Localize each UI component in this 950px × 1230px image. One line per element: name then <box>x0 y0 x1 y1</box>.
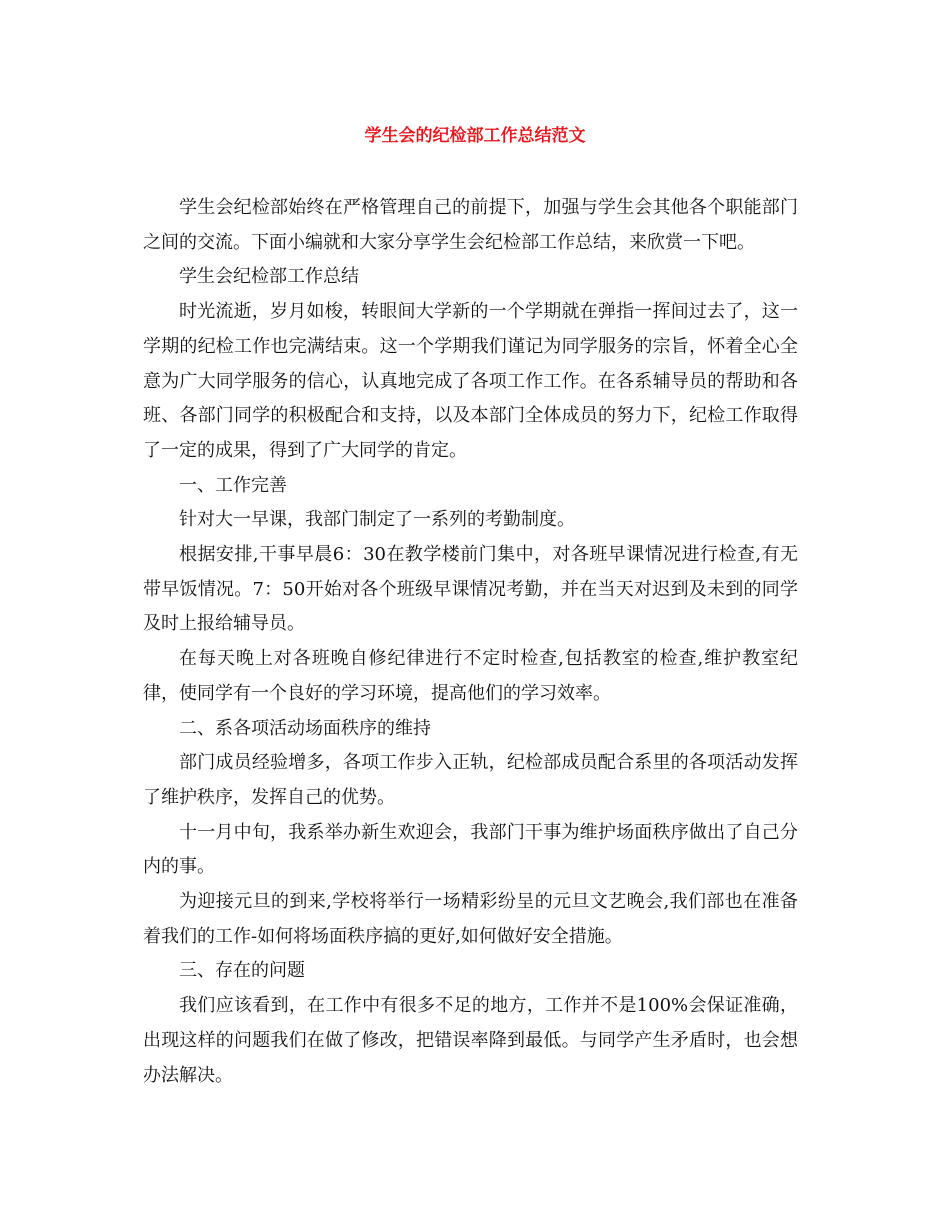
paragraph: 在每天晚上对各班晚自修纪律进行不定时检查,包括教室的检查,维护教室纪律，使同学有一个良好的学习环境，提高他们的学习效率。 <box>143 648 798 704</box>
section-heading: 三、存在的问题 <box>179 960 305 982</box>
paragraph: 时光流逝，岁月如梭，转眼间大学新的一个学期就在弹指一挥间过去了，这一学期的纪检工作也完满结束。这一个学期我们谨记为同学服务的宗旨，怀着全心全意为广大同学服务的信心，认真地完成了各项工作工作。在各系辅导员的帮助和各班、各部门同学的积极配合和支持，以及本部门全体成员的努力下，纪检工作取得了一定的成果，得到了广大同学的肯定。 <box>143 301 798 461</box>
paragraph: 学生会纪检部始终在严格管理自己的前提下，加强与学生会其他各个职能部门之间的交流。下面小编就和大家分享学生会纪检部工作总结，来欣赏一下吧。 <box>143 197 798 253</box>
paragraph: 部门成员经验增多，各项工作步入正轨，纪检部成员配合系里的各项活动发挥了维护秩序，发挥自己的优势。 <box>143 752 798 808</box>
paragraph: 为迎接元旦的到来,学校将举行一场精彩纷呈的元旦文艺晚会,我们部也在准备着我们的工作-如何将场面秩序搞的更好,如何做好安全措施。 <box>143 891 798 947</box>
paragraph: 根据安排,干事早晨6：30在教学楼前门集中，对各班早课情况进行检查,有无带早饭情况。7：50开始对各个班级早课情况考勤，并在当天对迟到及未到的同学及时上报给辅导员。 <box>143 544 798 635</box>
document-body <box>143 191 798 1093</box>
paragraph: 十一月中旬，我系举办新生欢迎会，我部门干事为维护场面秩序做出了自己分内的事。 <box>143 821 798 878</box>
section-heading: 二、系各项活动场面秩序的维持 <box>179 717 431 739</box>
section-subtitle: 学生会纪检部工作总结 <box>179 266 359 288</box>
document-title: 学生会的纪检部工作总结范文 <box>364 126 586 146</box>
paragraph: 我们应该看到，在工作中有很多不足的地方，工作并不是100%会保证准确，出现这样的问题我们在做了修改，把错误率降到最低。与同学产生矛盾时，也会想办法解决。 <box>143 995 798 1086</box>
section-heading: 一、工作完善 <box>179 474 287 496</box>
paragraph: 针对大一早课，我部门制定了一系列的考勤制度。 <box>179 509 575 531</box>
